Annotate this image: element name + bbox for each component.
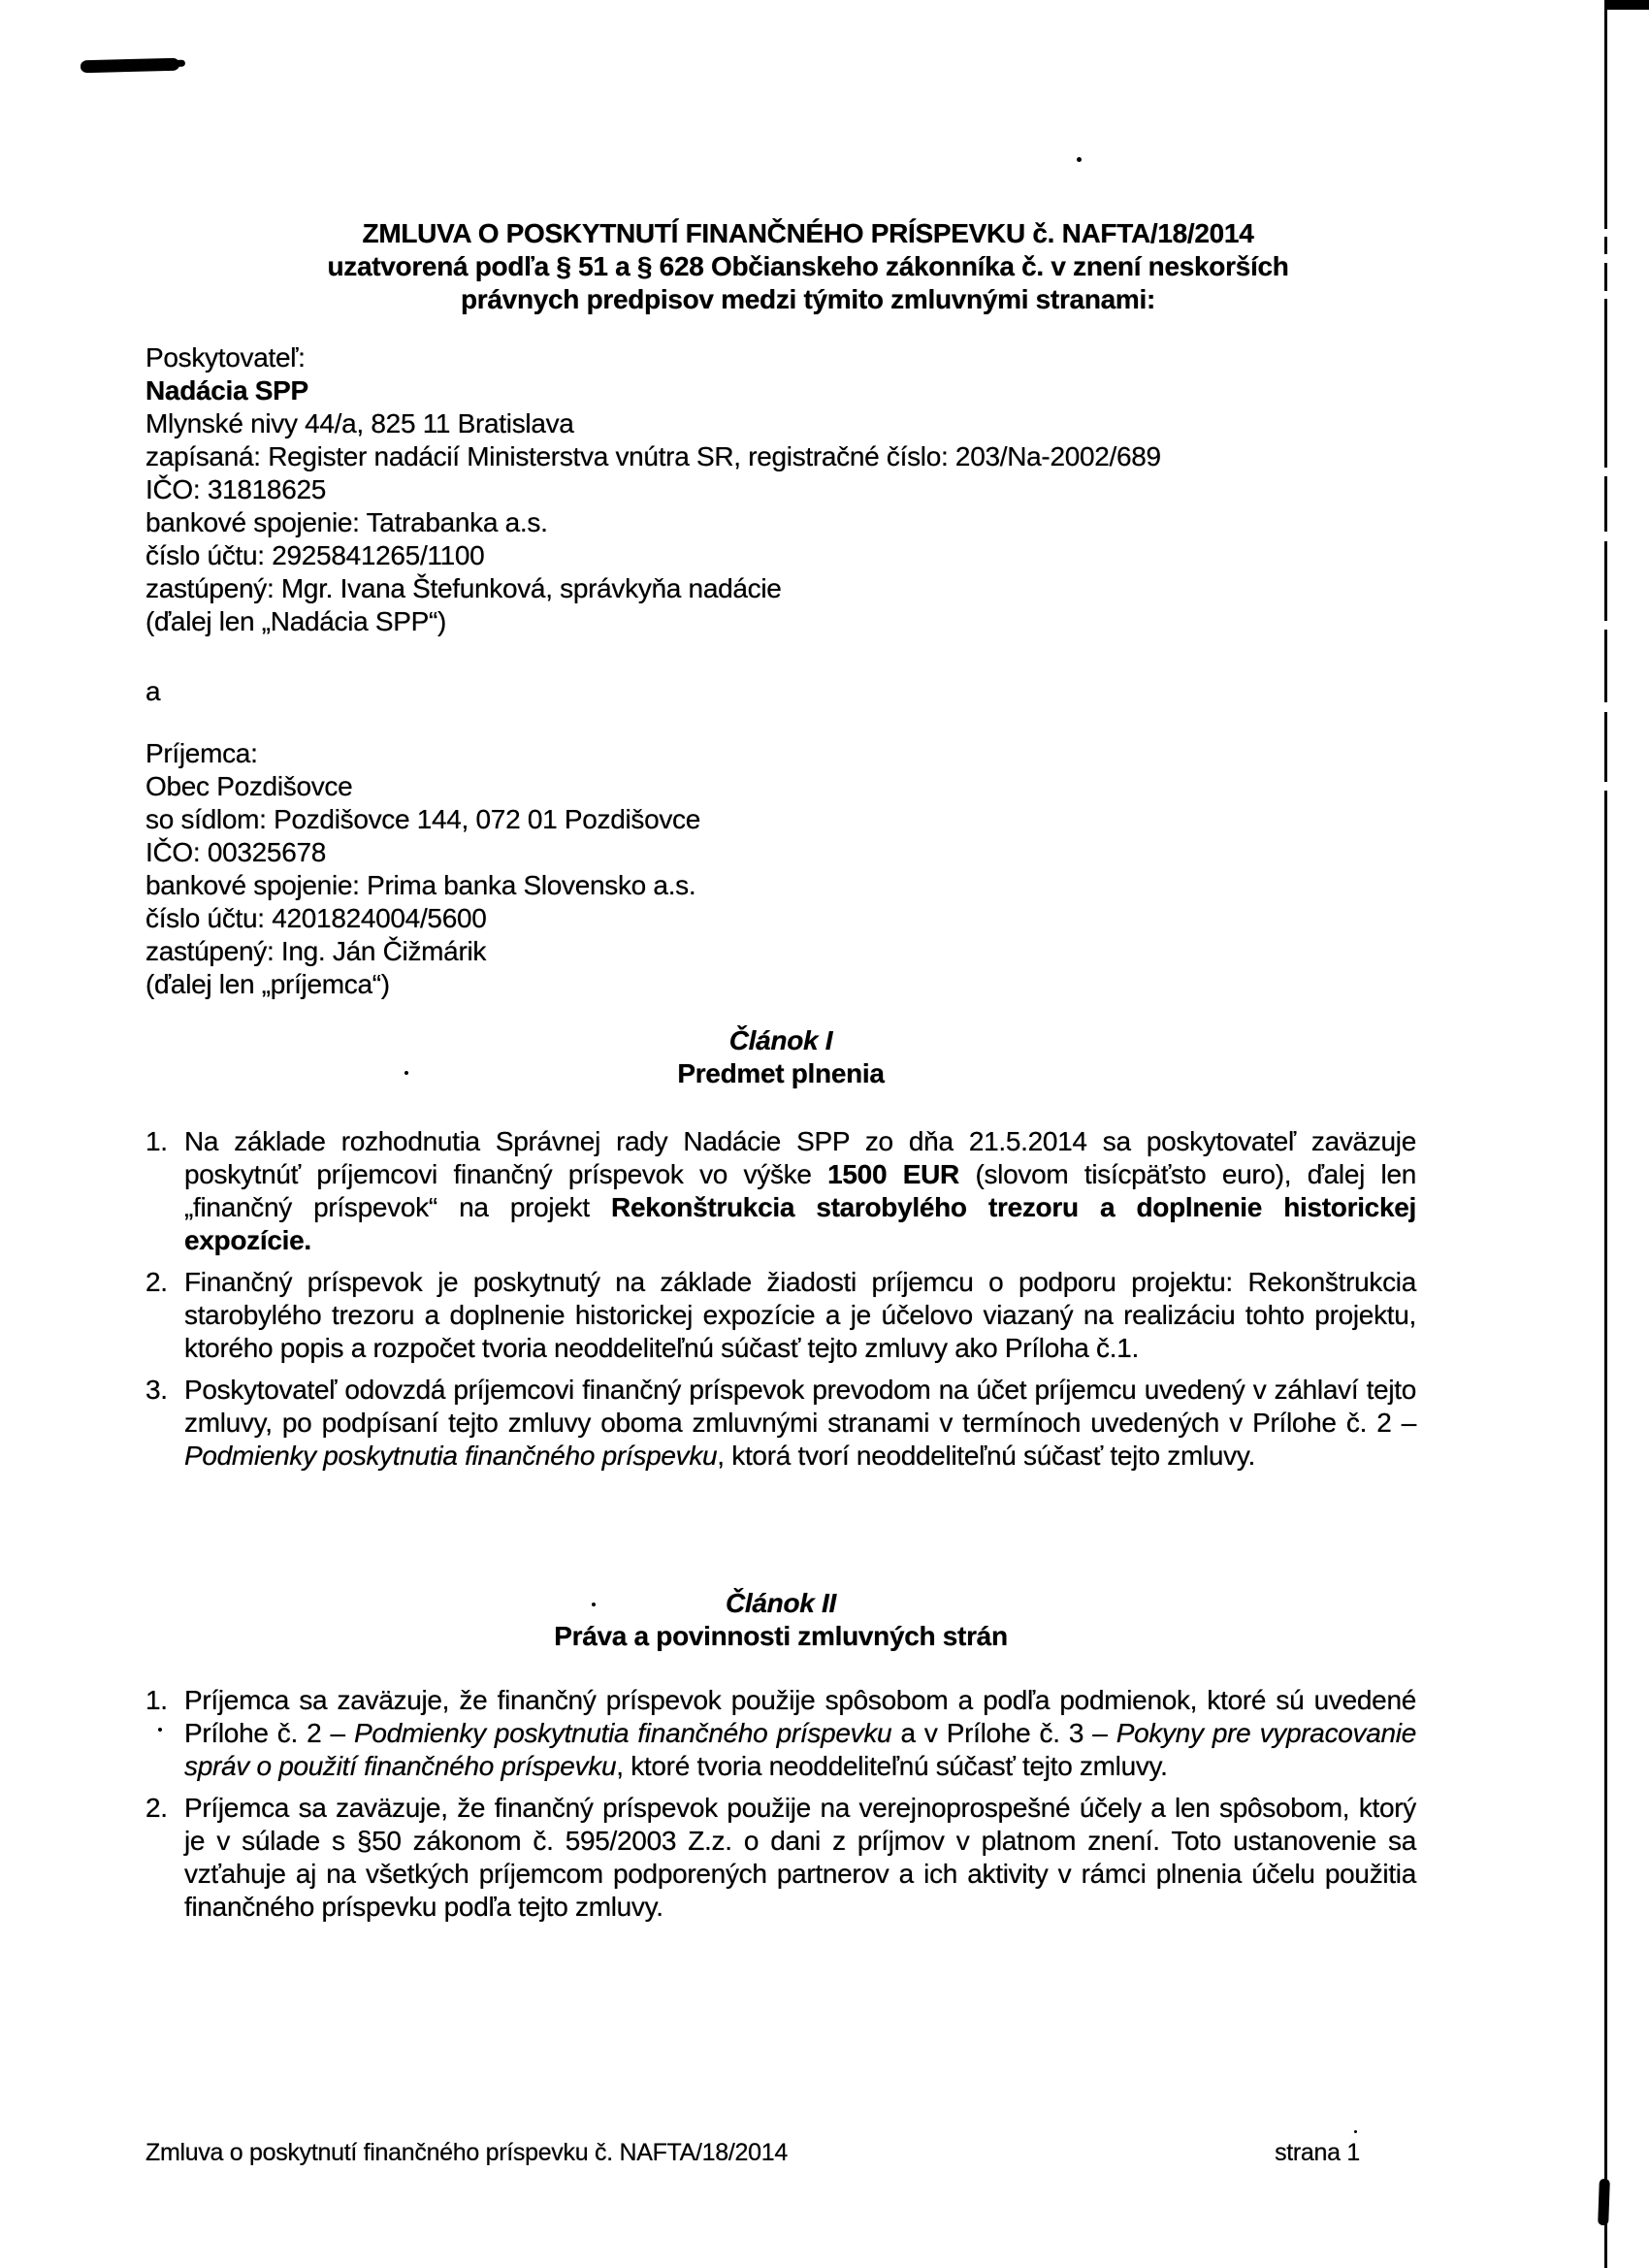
article1-item-3 [146, 1374, 1416, 1473]
edge-line-gap [1601, 254, 1610, 263]
recipient-alias: (ďalej len „príjemca“) [146, 969, 390, 999]
item-text: Finančný príspevok je poskytnutý na základe žiadosti príjemcu o podporu projektu: Rekonštrukcia starobylého trezoru a doplnenie historickej expozície a je účelovo viazaný na realizáciu tohto projektu, ktorého popis a rozpočet tvoria neoddeliteľnú súčasť tejto zmluvy ako Príloha č.1. [184, 1267, 1416, 1363]
project-name-bold: Rekonštrukcia starobylého trezoru a doplnenie historickej expozície. [184, 1192, 1416, 1255]
article1-heading [146, 1024, 1416, 1090]
article1-number: Článok I [728, 1025, 833, 1055]
provider-account: číslo účtu: 2925841265/1100 [146, 540, 485, 570]
item-number: 2. [146, 1267, 168, 1297]
provider-name: Nadácia SPP [146, 375, 308, 405]
article2-number: Článok II [726, 1588, 836, 1618]
text-segment: , ktoré tvoria neoddeliteľnú súčasť tejto zmluvy. [616, 1751, 1168, 1781]
text-segment: Poskytovateľ odovzdá príjemcovi finančný príspevok prevodom na účet príjemcu uvedený v záhlaví tejto zmluvy, po podpísaní tejto zmluvy oboma zmluvnými stranami v termínoch uvedených v Prílohe č. 2 – [184, 1375, 1416, 1438]
recipient-name: Obec Pozdišovce [146, 771, 353, 801]
recipient-ico: IČO: 00325678 [146, 837, 327, 867]
item-text [184, 1684, 1416, 1783]
document-title [173, 217, 1443, 316]
article2-item-1 [146, 1684, 1416, 1783]
item-text: Príjemca sa zaväzuje, že finančný príspevok použije na verejnoprospešné účely a len spôsobom, ktorý je v súlade s §50 zákonom č. 595/2003 Z.z. o dani z príjmov v platnom znení. Toto ustanovenie sa vzťahuje aj na všetkých príjemcom podporených partnerov a ich aktivity v rámci plnenia účelu použitia finančného príspevku podľa tejto zmluvy. [184, 1793, 1416, 1922]
item-number: 1. [146, 1126, 168, 1156]
article2-items [146, 1684, 1416, 1932]
conjunction-a: a [146, 676, 161, 706]
provider-section [146, 341, 1416, 638]
footer-document-reference: Zmluva o poskytnutí finančného príspevku č. NAFTA/18/2014 [146, 2139, 788, 2166]
article2-item-2 [146, 1792, 1416, 1924]
provider-ico: IČO: 31818625 [146, 474, 327, 504]
recipient-representative: zastúpený: Ing. Ján Čižmárik [146, 936, 487, 966]
edge-line-gap [1601, 782, 1610, 791]
footer-page-number: strana 1 [1275, 2139, 1360, 2166]
provider-registration: zapísaná: Register nadácií Ministerstva vnútra SR, registračné číslo: 203/Na-2002/689 [146, 441, 1161, 471]
ink-mark [81, 58, 179, 73]
title-line-1: ZMLUVA O POSKYTNUTÍ FINANČNÉHO PRÍSPEVKU č. NAFTA/18/2014 [362, 218, 1254, 248]
page-footer [146, 2136, 1416, 2169]
edge-line-gap [1601, 621, 1610, 630]
article1-item-2 [146, 1266, 1416, 1365]
text-segment: , ktorá tvorí neoddeliteľnú súčasť tejto zmluvy. [717, 1441, 1255, 1471]
item-number: 2. [146, 1793, 168, 1823]
title-line-2: uzatvorená podľa § 51 a § 628 Občianskeho zákonníka č. v znení neskorších [327, 251, 1289, 281]
scanner-edge-corner-mark [1604, 0, 1649, 10]
edge-line-gap [1601, 291, 1610, 299]
item-text [184, 1125, 1416, 1257]
annex2-title-italic: Podmienky poskytnutia finančného príspevku [353, 1718, 892, 1748]
text-segment: Príjemca sa zaväzuje, že finančný príspevok použije spôsobom a podľa podmienok, ktoré sú uvedené Prílohe č. 2 – [184, 1685, 1416, 1748]
edge-line-gap [1601, 702, 1610, 712]
edge-line-gap [1601, 229, 1610, 237]
amount-bold: 1500 EUR [827, 1159, 959, 1189]
provider-bank: bankové spojenie: Tatrabanka a.s. [146, 507, 548, 537]
item-number: 1. [146, 1685, 168, 1715]
text-segment: (slovom tisícpäťsto euro), ďalej len „finančný príspevok“ na projekt [184, 1159, 1416, 1222]
article1-item-1 [146, 1125, 1416, 1257]
recipient-seat: so sídlom: Pozdišovce 144, 072 01 Pozdišovce [146, 804, 701, 834]
annex3-title-italic: Pokyny pre vypracovanie správ o použití finančného príspevku [184, 1718, 1416, 1781]
article2-title: Práva a povinnosti zmluvných strán [554, 1621, 1008, 1651]
provider-address: Mlynské nivy 44/a, 825 11 Bratislava [146, 408, 574, 438]
edge-line-gap [1601, 468, 1610, 476]
provider-representative: zastúpený: Mgr. Ivana Štefunková, správkyňa nadácie [146, 573, 782, 603]
item-text [184, 1374, 1416, 1473]
provider-alias: (ďalej len „Nadácia SPP“) [146, 606, 447, 636]
text-segment: Na základe rozhodnutia Správnej rady Nadácie SPP zo dňa 21.5.2014 sa poskytovateľ zaväzuje poskytnúť príjemcovi finančný príspevok vo výške [184, 1126, 1416, 1189]
recipient-label: Príjemca: [146, 738, 258, 768]
recipient-bank: bankové spojenie: Prima banka Slovensko a.s. [146, 870, 696, 900]
edge-line-gap [1601, 532, 1610, 541]
scan-speck [1077, 157, 1082, 162]
scanner-edge-blotch [1598, 2179, 1610, 2225]
text-segment: a v Prílohe č. 3 – [891, 1718, 1116, 1748]
recipient-section [146, 737, 1416, 1001]
scanner-edge-line [1604, 0, 1607, 2268]
item-number: 3. [146, 1375, 168, 1405]
article1-items [146, 1125, 1416, 1481]
recipient-account: číslo účtu: 4201824004/5600 [146, 903, 487, 933]
provider-label: Poskytovateľ: [146, 342, 306, 373]
title-line-3: právnych predpisov medzi týmito zmluvnými stranami: [461, 284, 1155, 314]
scan-speck [1354, 2130, 1357, 2133]
article1-title: Predmet plnenia [677, 1058, 885, 1088]
article2-heading [146, 1587, 1416, 1653]
annex-title-italic: Podmienky poskytnutia finančného príspevku [184, 1441, 718, 1471]
